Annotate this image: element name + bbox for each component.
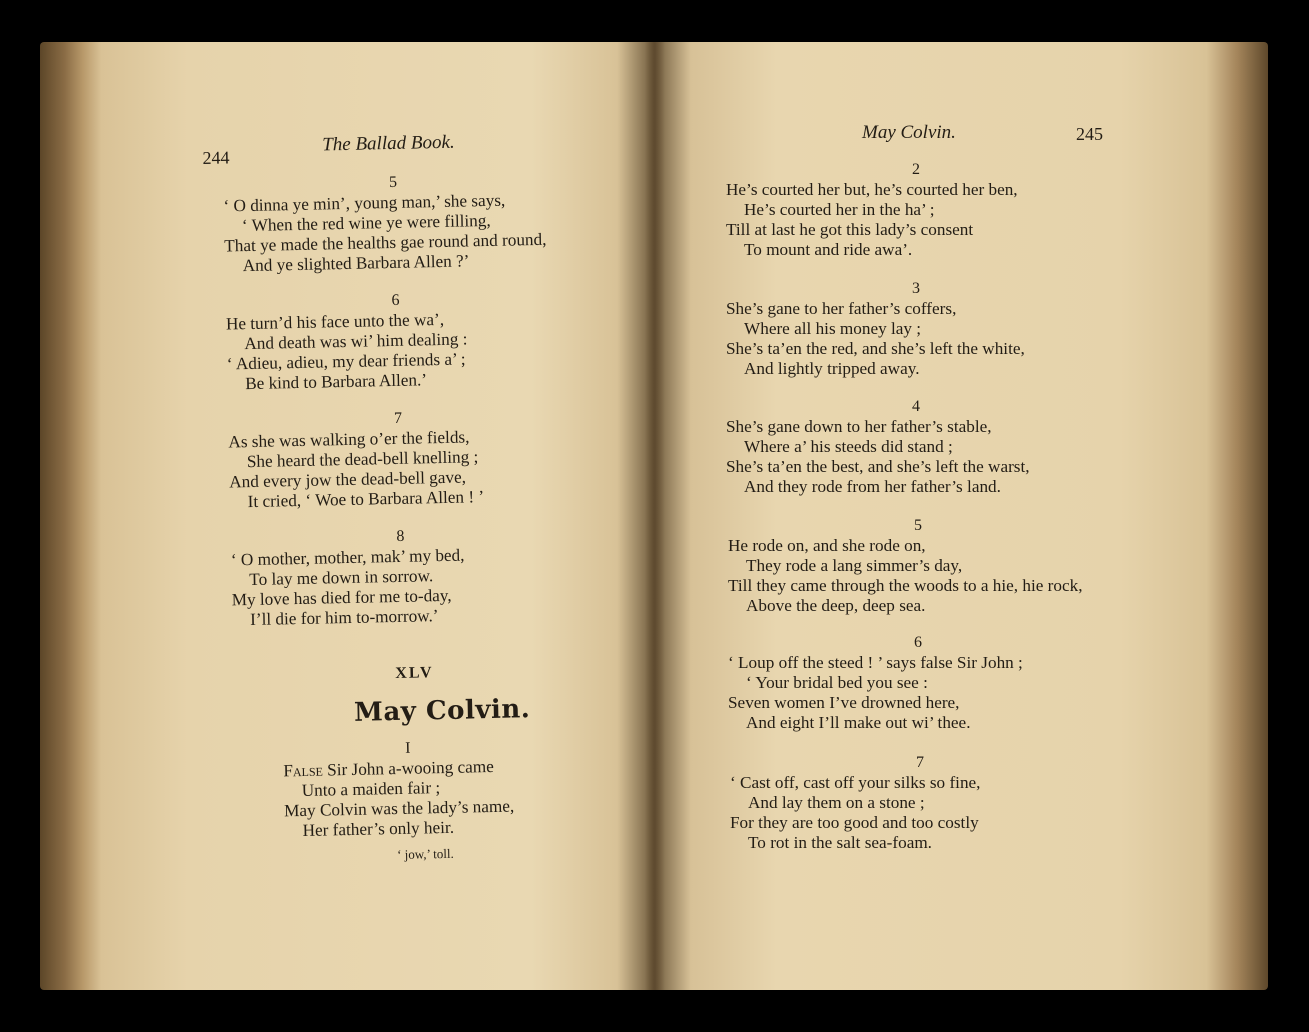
verse-line: Till they came through the woods to a hie, hie rock, (728, 576, 1083, 595)
verse-line: Where a’ his steeds did stand ; (744, 437, 953, 456)
stanza (225, 287, 567, 394)
stanza (230, 523, 572, 630)
verse-line: ‘ O mother, mother, mak’ my bed, (230, 545, 465, 570)
stanza (728, 516, 1108, 616)
verse-line: That ye made the healths gae round and round, (224, 229, 547, 256)
verse-line: Where all his money lay ; (744, 319, 922, 338)
page-number: 244 (202, 147, 230, 168)
verse-line: He turn’d his face unto the wa’, (225, 309, 445, 334)
verse-line: And every jow the dead-bell gave, (229, 467, 467, 492)
running-title: The Ballad Book. (322, 131, 455, 156)
verse-line: To lay me down in sorrow. (249, 566, 434, 590)
stanza-number: 6 (914, 634, 922, 651)
verse-line: I’ll die for him to-morrow.’ (249, 606, 439, 630)
verse-line: Unto a maiden fair ; (301, 778, 441, 801)
verse-line: Seven women I’ve drowned here, (728, 693, 960, 712)
stanza (283, 736, 535, 841)
stanza-number: 7 (916, 754, 924, 771)
stanza (728, 633, 1108, 733)
section-number: XLV (395, 664, 434, 683)
verse-line: She heard the dead-bell knelling ; (246, 447, 479, 472)
section-title: May Colvin. (353, 694, 531, 728)
stanza-number: 6 (391, 291, 400, 310)
verse-line: As she was walking o’er the fields, (228, 427, 470, 452)
verse-line: To mount and ride awa’. (744, 240, 913, 259)
verse-line: And eight I’ll make out wi’ thee. (746, 713, 971, 732)
page-number: 245 (1076, 124, 1103, 144)
verse-line: And they rode from her father’s land. (744, 477, 1001, 496)
footnote: ‘ jow,’ toll. (396, 845, 454, 863)
verse-line: ‘ O dinna ye min’, young man,’ she says, (223, 190, 506, 216)
verse-line: ‘ Cast off, cast off your silks so fine, (730, 773, 981, 792)
verse-line: False Sir John a-wooing came (283, 756, 494, 781)
verse-line: And lay them on a stone ; (748, 793, 925, 812)
verse-line: My love has died for me to-day, (231, 585, 452, 610)
stanza-number: 8 (396, 527, 405, 545)
verse-line: ‘ Your bridal bed you see : (746, 673, 928, 692)
stanza-number: 5 (388, 173, 398, 192)
stanza-number: 2 (912, 161, 920, 178)
verse-line: She’s ta’en the best, and she’s left the warst, (726, 457, 1030, 476)
verse-line: ‘ When the red wine ye were filling, (241, 210, 491, 236)
verse-line: For they are too good and too costly (730, 813, 979, 832)
verse-line: Above the deep, deep sea. (746, 596, 926, 615)
verse-line: He’s courted her but, he’s courted her ben, (726, 180, 1018, 199)
verse-line: Her father’s only heir. (302, 817, 455, 840)
verse-line: May Colvin was the lady’s name, (283, 796, 515, 821)
stanza-number: 3 (912, 280, 920, 297)
verse-line: He’s courted her in the ha’ ; (744, 200, 935, 219)
right-page (654, 42, 1268, 990)
stanza (726, 279, 1106, 379)
verse-line: And lightly tripped away. (744, 359, 920, 378)
verse-line: She’s gane to her father’s coffers, (726, 299, 957, 318)
left-page (30, 36, 664, 997)
verse-line: ‘ Adieu, adieu, my dear friends a’ ; (226, 349, 466, 374)
stanza (730, 753, 1110, 853)
verse-line: They rode a lang simmer’s day, (746, 556, 963, 575)
open-book (40, 42, 1268, 990)
running-title: May Colvin. (862, 122, 956, 143)
verse-line: To rot in the salt sea-foam. (748, 833, 932, 852)
verse-line: And death was wi’ him dealing : (244, 329, 468, 354)
verse-line: She’s gane down to her father’s stable, (726, 417, 992, 436)
stanza (726, 160, 1106, 260)
verse-line: He rode on, and she rode on, (728, 536, 926, 555)
stanza (726, 397, 1106, 497)
stanza (223, 169, 565, 276)
verse-line: ‘ Loup off the steed ! ’ says false Sir John ; (728, 653, 1023, 672)
stanza-number: 5 (914, 517, 922, 534)
drop-word: False (283, 760, 324, 781)
verse-line: Be kind to Barbara Allen.’ (245, 370, 428, 394)
verse-line: She’s ta’en the red, and she’s left the white, (726, 339, 1025, 358)
stanza-number: 7 (393, 409, 403, 427)
stanza (228, 405, 570, 512)
verse-line: Till at last he got this lady’s consent (726, 220, 974, 239)
stanza-number: 4 (912, 398, 920, 415)
stanza-number: I (405, 739, 411, 757)
verse-line: It cried, ‘ Woe to Barbara Allen ! ’ (247, 487, 485, 512)
verse-line: And ye slighted Barbara Allen ?’ (242, 251, 470, 276)
